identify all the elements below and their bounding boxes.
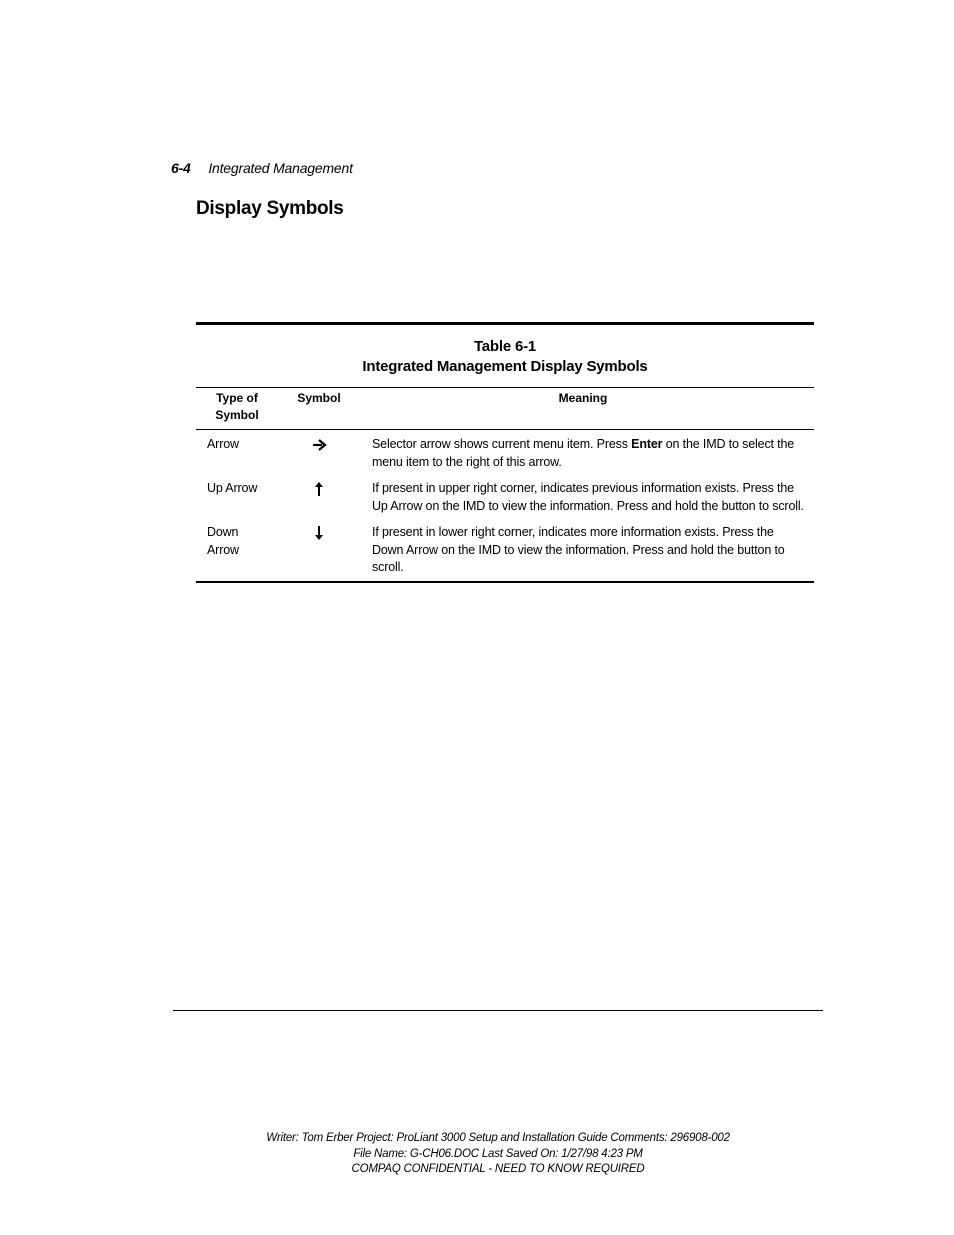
- row-type-line2: Arrow: [207, 542, 239, 557]
- row-type: [196, 436, 278, 471]
- footer-line-confidential: COMPAQ CONFIDENTIAL - NEED TO KNOW REQUIRED: [351, 1163, 645, 1175]
- header-type-line1: Type of: [216, 391, 258, 405]
- right-arrow-icon: [311, 436, 327, 454]
- table-number: Table 6-1: [473, 338, 537, 355]
- table-header-row: [196, 387, 814, 430]
- table-row: [196, 480, 814, 515]
- chapter-title: Integrated Management: [208, 160, 353, 176]
- header-symbol: Symbol: [297, 391, 341, 405]
- meaning-text: If present in lower right corner, indicates more information exists. Press the Down Arrow on the IMD to view the information. Press and hold the button to scroll.: [372, 525, 785, 574]
- row-symbol: [278, 524, 360, 577]
- symbols-table: [196, 322, 814, 583]
- row-meaning: [360, 436, 814, 471]
- page-number: 6-4: [171, 160, 191, 176]
- document-footer: [0, 1131, 954, 1178]
- row-meaning: [360, 480, 814, 515]
- row-type: [196, 480, 278, 515]
- row-symbol: [278, 436, 360, 471]
- row-type: [196, 524, 278, 577]
- table-body: [196, 430, 814, 583]
- header-type-line2: Symbol: [215, 408, 259, 422]
- row-type-line1: Up Arrow: [207, 481, 258, 495]
- footer-divider: [173, 1010, 823, 1011]
- meaning-bold-key: Enter: [631, 437, 663, 451]
- row-meaning: [360, 524, 814, 577]
- table-caption: [196, 325, 814, 387]
- meaning-text-after: on the IMD to select the menu item to the right of this arrow.: [372, 437, 795, 469]
- header-meaning: Meaning: [558, 391, 608, 405]
- row-type-line1: Arrow: [207, 437, 239, 451]
- row-symbol: [278, 480, 360, 515]
- table-row: [196, 524, 814, 577]
- section-title: Display Symbols: [196, 198, 344, 219]
- row-type-line1: Down: [207, 525, 239, 539]
- running-header: [171, 160, 353, 176]
- footer-line-file: File Name: G-CH06.DOC Last Saved On: 1/27/98 4:23 PM: [353, 1147, 643, 1160]
- table-title: Integrated Management Display Symbols: [362, 358, 648, 375]
- meaning-text: If present in upper right corner, indicates previous information exists. Press the Up Arrow on the IMD to view the information. Press and hold the button to scroll.: [372, 481, 804, 513]
- table-row: [196, 436, 814, 471]
- down-arrow-icon: [311, 524, 327, 542]
- up-arrow-icon: [311, 480, 327, 498]
- footer-line-writer: Writer: Tom Erber Project: ProLiant 3000 Setup and Installation Guide Comments: 296908-002: [266, 1132, 730, 1144]
- meaning-text: Selector arrow shows current menu item. Press: [372, 437, 632, 451]
- header-type-of-symbol: [196, 390, 278, 424]
